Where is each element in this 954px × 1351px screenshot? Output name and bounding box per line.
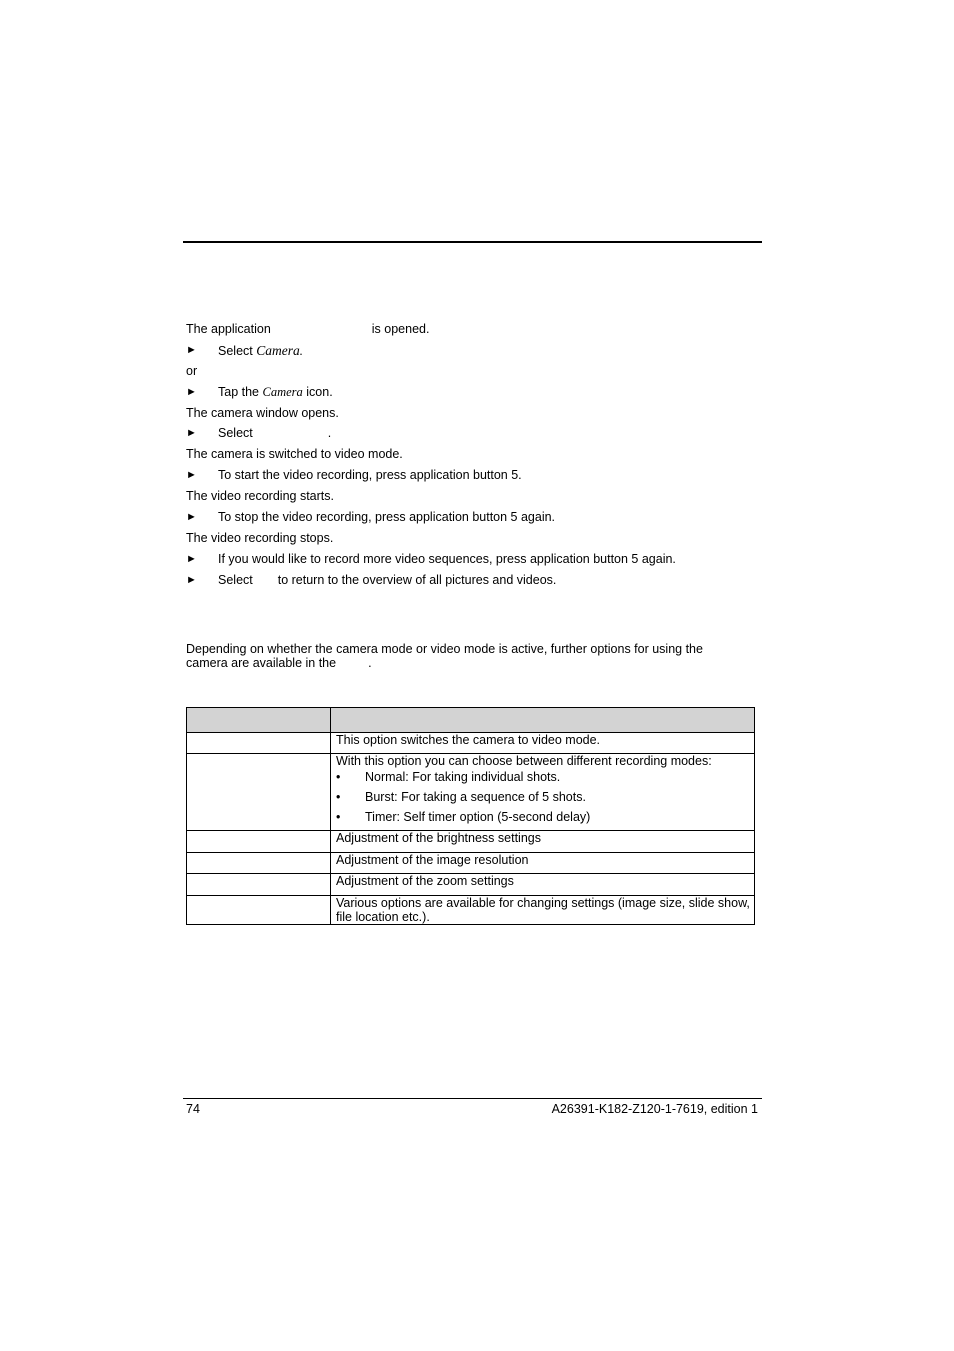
header-cell <box>331 708 755 733</box>
description-cell: Adjustment of the image resolution <box>331 853 755 874</box>
options-intro-paragraph <box>186 642 746 670</box>
camera-icon-label: Camera <box>262 385 303 399</box>
text: Timer: Self timer option (5-second delay) <box>365 810 591 824</box>
text: . <box>368 656 372 670</box>
text: With this option you can choose between different recording modes: <box>336 754 712 768</box>
options-table <box>186 707 755 925</box>
header-cell <box>187 708 331 733</box>
table-row <box>187 754 755 831</box>
list-item <box>336 790 754 804</box>
arrow-bullet-icon: ► <box>186 469 197 481</box>
recording-modes-list <box>336 770 754 824</box>
window-opens-line: The camera window opens. <box>186 406 339 420</box>
footer-rule <box>183 1098 762 1099</box>
text: If you would like to record more video sequences, press application button 5 again. <box>218 552 676 566</box>
arrow-bullet-icon: ► <box>186 553 197 565</box>
table-row <box>187 896 755 925</box>
page-number: 74 <box>186 1102 200 1116</box>
arrow-bullet-icon: ► <box>186 386 197 398</box>
text: Normal: For taking individual shots. <box>365 770 561 784</box>
text: Select <box>218 344 253 358</box>
text: . <box>327 426 332 440</box>
list-item <box>336 770 754 784</box>
switched-line: The camera is switched to video mode. <box>186 447 403 461</box>
text: Burst: For taking a sequence of 5 shots. <box>365 790 586 804</box>
text: camera are available in the <box>186 656 337 670</box>
text: Tap the <box>218 385 260 399</box>
description-cell: Adjustment of the zoom settings <box>331 874 755 896</box>
text: to return to the overview of all pictures and videos. <box>277 573 557 587</box>
text: The application <box>186 322 271 336</box>
text: To stop the video recording, press application button 5 again. <box>218 510 556 524</box>
or-line: or <box>186 364 198 378</box>
text: . <box>299 344 303 358</box>
option-cell <box>187 733 331 754</box>
option-cell <box>187 754 331 831</box>
text: Select <box>218 426 253 440</box>
table-header-row <box>187 708 755 733</box>
text: To start the video recording, press application button 5. <box>218 468 522 482</box>
app-opened-line <box>186 322 429 337</box>
stops-line: The video recording stops. <box>186 531 334 545</box>
arrow-bullet-icon: ► <box>186 344 197 356</box>
bullet-dot-icon: • <box>336 810 341 824</box>
description-cell <box>331 754 755 831</box>
option-cell <box>187 853 331 874</box>
option-cell <box>187 896 331 925</box>
text: is opened. <box>371 322 430 336</box>
arrow-bullet-icon: ► <box>186 427 197 439</box>
bullet-dot-icon: • <box>336 790 341 804</box>
starts-line: The video recording starts. <box>186 489 334 503</box>
description-cell: Adjustment of the brightness settings <box>331 831 755 853</box>
description-cell: Various options are available for changing settings (image size, slide show, file location etc.). <box>331 896 755 925</box>
arrow-bullet-icon: ► <box>186 511 197 523</box>
text: icon. <box>306 385 333 399</box>
description-cell: This option switches the camera to video mode. <box>331 733 755 754</box>
table-row <box>187 733 755 754</box>
table-row <box>187 853 755 874</box>
option-cell <box>187 874 331 896</box>
table-row <box>187 874 755 896</box>
option-cell <box>187 831 331 853</box>
text: Select <box>218 573 253 587</box>
camera-menu-label: Camera <box>256 343 300 358</box>
arrow-bullet-icon: ► <box>186 574 197 586</box>
table-row <box>187 831 755 853</box>
document-id: A26391-K182-Z120-1-7619, edition 1 <box>551 1102 758 1116</box>
text: Depending on whether the camera mode or video mode is active, further options for using the <box>186 642 703 656</box>
header-rule <box>183 241 762 243</box>
list-item <box>336 810 754 824</box>
bullet-dot-icon: • <box>336 770 341 784</box>
